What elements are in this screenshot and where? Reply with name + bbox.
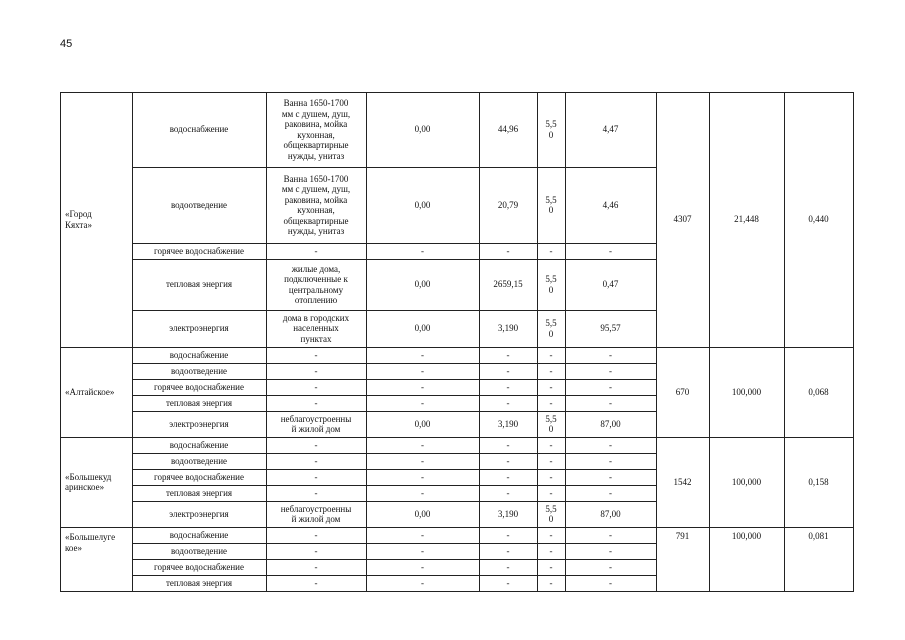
resource-cell: горячее водоснабжение (154, 471, 244, 482)
value-cell-1: - (421, 245, 424, 256)
value-cell-4: - (609, 545, 612, 556)
description-cell: - (314, 561, 318, 572)
description-cell: - (314, 545, 318, 556)
settlement-cell: «Алтайское» (65, 386, 115, 397)
table-rule (656, 591, 854, 592)
value-cell-2: - (506, 561, 510, 572)
resource-cell: тепловая энергия (165, 577, 233, 588)
table-rule (366, 92, 367, 592)
value-cell-3: 5,5 0 (545, 503, 557, 524)
value-cell-4: - (609, 439, 612, 450)
value-cell-1: - (421, 545, 424, 556)
population-cell: 4307 (673, 214, 692, 225)
description-cell: - (314, 439, 318, 450)
value-cell-1: 0,00 (414, 508, 431, 519)
description-cell: - (314, 365, 318, 376)
value-cell-4: - (609, 245, 612, 256)
value-cell-4: 0,47 (602, 279, 619, 290)
resource-cell: горячее водоснабжение (154, 561, 244, 572)
value-cell-2: - (506, 529, 510, 540)
coefficient-cell: 0,440 (808, 214, 829, 225)
value-cell-3: - (549, 365, 553, 376)
value-cell-3: 5,5 0 (545, 119, 557, 140)
value-cell-1: 0,00 (414, 199, 431, 210)
value-cell-1: - (421, 381, 424, 392)
value-cell-4: - (609, 349, 612, 360)
population-cell: 1542 (673, 476, 692, 487)
table-rule (656, 92, 657, 592)
value-cell-1: 0,00 (414, 124, 431, 135)
description-cell: дома в городских населенных пунктах (282, 312, 350, 344)
value-cell-2: - (506, 349, 510, 360)
table-rule (60, 347, 854, 348)
value-cell-3: - (549, 381, 553, 392)
value-cell-3: 5,5 0 (545, 194, 557, 215)
resource-cell: электроэнергия (169, 323, 229, 334)
value-cell-1: - (421, 455, 424, 466)
value-cell-3: - (549, 245, 553, 256)
page-number: 45 (60, 38, 73, 50)
description-cell: Ванна 1650-1700 мм с душем, душ, раковина, мойка кухонная, общеквартирные нужды, унитаз (281, 98, 351, 161)
resource-cell: электроэнергия (169, 418, 229, 429)
value-cell-4: 87,00 (600, 418, 621, 429)
table-rule (537, 92, 538, 592)
value-cell-3: 5,5 0 (545, 318, 557, 339)
value-cell-3: - (549, 397, 553, 408)
value-cell-4: - (609, 577, 612, 588)
value-cell-4: - (609, 529, 612, 540)
value-cell-2: 2659,15 (493, 279, 523, 290)
resource-cell: водоснабжение (169, 439, 229, 450)
value-cell-3: - (549, 349, 553, 360)
value-cell-4: - (609, 381, 612, 392)
value-cell-3: - (549, 529, 553, 540)
table-rule (60, 591, 657, 592)
value-cell-1: 0,00 (414, 323, 431, 334)
value-cell-1: - (421, 439, 424, 450)
table-rule (565, 92, 566, 592)
settlement-cell: «Большелуге кое» (65, 532, 116, 553)
value-cell-2: 44,96 (497, 124, 519, 135)
value-cell-2: - (506, 545, 510, 556)
description-cell: - (314, 349, 318, 360)
percent-cell: 21,448 (734, 214, 759, 225)
population-cell: 791 (675, 531, 690, 541)
value-cell-1: - (421, 365, 424, 376)
value-cell-4: 95,57 (600, 323, 621, 334)
value-cell-1: - (421, 349, 424, 360)
table-rule (132, 92, 133, 592)
value-cell-2: - (506, 245, 510, 256)
value-cell-4: - (609, 365, 612, 376)
description-cell: - (314, 397, 318, 408)
value-cell-3: 5,5 0 (545, 413, 557, 434)
value-cell-3: - (549, 439, 553, 450)
table-rule (479, 92, 480, 592)
value-cell-4: - (609, 561, 612, 572)
value-cell-3: - (549, 545, 553, 556)
value-cell-4: - (609, 455, 612, 466)
value-cell-2: - (506, 577, 510, 588)
value-cell-2: - (506, 381, 510, 392)
resource-cell: водоотведение (170, 545, 228, 556)
value-cell-4: - (609, 487, 612, 498)
value-cell-1: - (421, 471, 424, 482)
value-cell-2: - (506, 487, 510, 498)
description-cell: - (314, 245, 318, 256)
description-cell: жилые дома, подключенные к центральному отоплению (284, 263, 348, 305)
table-rule (853, 92, 854, 592)
settlement-cell: «Город Кяхта» (65, 209, 92, 230)
resource-cell: тепловая энергия (165, 279, 233, 290)
description-cell: - (314, 487, 318, 498)
value-cell-1: 0,00 (414, 279, 431, 290)
description-cell: неблагоустроенны й жилой дом (280, 413, 352, 434)
resource-cell: водоотведение (170, 199, 228, 210)
percent-cell: 100,000 (731, 476, 762, 487)
value-cell-4: 4,46 (602, 199, 619, 210)
table-rule (60, 527, 854, 528)
value-cell-2: - (506, 471, 510, 482)
description-cell: неблагоустроенны й жилой дом (280, 503, 352, 524)
description-cell: - (314, 529, 318, 540)
percent-cell: 100,000 (731, 531, 762, 541)
value-cell-3: - (549, 455, 553, 466)
value-cell-1: - (421, 487, 424, 498)
description-cell: - (314, 577, 318, 588)
coefficient-cell: 0,081 (808, 531, 829, 541)
resource-cell: электроэнергия (169, 508, 229, 519)
value-cell-2: 3,190 (497, 508, 519, 519)
coefficient-cell: 0,068 (808, 386, 829, 397)
value-cell-2: - (506, 365, 510, 376)
description-cell: - (314, 471, 318, 482)
value-cell-1: - (421, 561, 424, 572)
resource-cell: тепловая энергия (165, 487, 233, 498)
resource-cell: водоснабжение (169, 349, 229, 360)
resource-cell: тепловая энергия (165, 397, 233, 408)
value-cell-2: - (506, 397, 510, 408)
resource-cell: водоснабжение (169, 124, 229, 135)
value-cell-3: - (549, 471, 553, 482)
resource-cell: водоснабжение (169, 529, 229, 540)
value-cell-2: 3,190 (497, 418, 519, 429)
table-rule (60, 437, 854, 438)
resource-cell: водоотведение (170, 455, 228, 466)
table-rule (709, 92, 710, 592)
value-cell-1: 0,00 (414, 418, 431, 429)
value-cell-4: - (609, 471, 612, 482)
percent-cell: 100,000 (731, 386, 762, 397)
value-cell-3: - (549, 561, 553, 572)
value-cell-3: 5,5 0 (545, 274, 557, 295)
value-cell-1: - (421, 397, 424, 408)
settlement-cell: «Большекуд аринское» (65, 471, 112, 492)
resource-cell: водоотведение (170, 365, 228, 376)
resource-cell: горячее водоснабжение (154, 245, 244, 256)
table-rule (784, 92, 785, 592)
value-cell-2: - (506, 455, 510, 466)
coefficient-cell: 0,158 (808, 476, 829, 487)
description-cell: - (314, 381, 318, 392)
description-cell: - (314, 455, 318, 466)
description-cell: Ванна 1650-1700 мм с душем, душ, раковина, мойка кухонная, общеквартирные нужды, унитаз (281, 173, 351, 236)
table-rule (60, 92, 854, 93)
value-cell-1: - (421, 529, 424, 540)
value-cell-2: 20,79 (497, 199, 519, 210)
value-cell-4: 87,00 (600, 508, 621, 519)
table-rule (266, 92, 267, 592)
value-cell-4: - (609, 397, 612, 408)
population-cell: 670 (675, 386, 690, 397)
value-cell-3: - (549, 577, 553, 588)
value-cell-4: 4,47 (602, 124, 619, 135)
value-cell-3: - (549, 487, 553, 498)
value-cell-1: - (421, 577, 424, 588)
table-rule (60, 92, 61, 592)
value-cell-2: 3,190 (497, 323, 519, 334)
value-cell-2: - (506, 439, 510, 450)
resource-cell: горячее водоснабжение (154, 381, 244, 392)
